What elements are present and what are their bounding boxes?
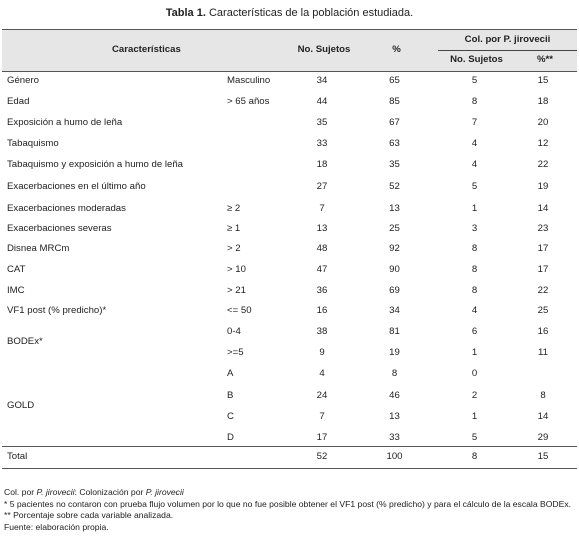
- row-col-n: 1: [471, 411, 478, 422]
- row-n-subjects: 13: [316, 223, 328, 234]
- row-label: Exacerbaciones en el último año: [7, 181, 146, 192]
- caption-text: Características de la población estudiada.: [208, 7, 414, 19]
- row-col-pct: 18: [537, 96, 549, 107]
- table-row: [2, 364, 577, 385]
- row-pct: 46: [389, 390, 400, 401]
- header-col-group: Col. por P. jirovecii: [464, 34, 551, 45]
- row-n-subjects: 33: [316, 138, 328, 149]
- row-col-pct: 29: [537, 432, 549, 443]
- total-row: [2, 446, 577, 469]
- table-row: [2, 71, 577, 92]
- row-label: Tabaquismo y exposición a humo de leña: [7, 159, 183, 170]
- total-n: 52: [316, 451, 328, 462]
- row-sub: B: [227, 390, 234, 401]
- row-n-subjects: 7: [319, 411, 325, 422]
- total-col-n: 8: [471, 451, 478, 462]
- row-pct: 19: [389, 347, 400, 358]
- row-col-pct: 14: [537, 203, 549, 214]
- row-n-subjects: 18: [316, 159, 328, 170]
- table-row: [2, 177, 577, 198]
- row-col-n: 5: [471, 181, 478, 192]
- note-abbrev-prefix: Col. por: [4, 487, 37, 497]
- row-sub: > 65 años: [227, 96, 270, 107]
- table-row: [2, 301, 577, 322]
- row-col-n: 8: [471, 285, 478, 296]
- row-label: VF1 post (% predicho)*: [7, 305, 107, 316]
- row-col-pct: 20: [537, 117, 549, 128]
- row-n-subjects: 9: [319, 347, 325, 358]
- row-sub: ≥ 2: [227, 203, 241, 214]
- row-label: Género: [7, 75, 39, 86]
- row-col-n: 7: [471, 117, 478, 128]
- row-sub: A: [227, 368, 234, 379]
- row-col-pct: 11: [538, 347, 548, 358]
- total-label: Total: [7, 451, 28, 462]
- header-characteristics: Características: [112, 44, 181, 55]
- row-label: Exposición a humo de leña: [7, 117, 123, 128]
- group-label-gold: GOLD: [7, 400, 35, 411]
- row-col-pct: 22: [537, 285, 549, 296]
- row-label: Edad: [7, 96, 30, 107]
- row-pct: 67: [389, 117, 400, 128]
- row-pct: 63: [389, 138, 400, 149]
- row-n-subjects: 35: [316, 117, 328, 128]
- row-col-pct: 15: [537, 75, 549, 86]
- row-pct: 92: [389, 243, 400, 254]
- table-row: [2, 113, 577, 134]
- row-col-pct: 12: [537, 138, 549, 149]
- table-notes: [4, 487, 576, 533]
- table-row: [2, 92, 577, 113]
- table-row: [2, 219, 577, 240]
- row-n-subjects: 47: [316, 264, 328, 275]
- note-abbrev-mid: : Colonización por: [74, 487, 146, 497]
- row-sub: > 21: [227, 285, 246, 296]
- row-n-subjects: 24: [316, 390, 328, 401]
- total-col-pct: 15: [537, 451, 549, 462]
- row-n-subjects: 36: [316, 285, 328, 296]
- header-col-pct: %**: [537, 54, 553, 65]
- row-label: CAT: [7, 264, 26, 275]
- row-pct: 33: [389, 432, 400, 443]
- row-sub: > 2: [227, 243, 241, 254]
- row-label: Exacerbaciones moderadas: [7, 203, 126, 214]
- table-row: [2, 281, 577, 302]
- row-label: IMC: [7, 285, 25, 296]
- row-pct: 34: [389, 305, 400, 316]
- row-col-n: 8: [471, 96, 478, 107]
- row-col-pct: 8: [540, 390, 546, 401]
- row-sub: 0-4: [227, 326, 241, 337]
- row-label: Exacerbaciones severas: [7, 223, 112, 234]
- row-n-subjects: 34: [316, 75, 328, 86]
- note-abbrev-italic2: P. jirovecii: [145, 487, 184, 497]
- row-sub: <= 50: [227, 305, 252, 316]
- header-divider: [438, 50, 577, 51]
- note-abbrev-italic: P. jirovecii: [36, 487, 75, 497]
- row-col-n: 8: [471, 243, 478, 254]
- row-n-subjects: 17: [316, 432, 328, 443]
- row-n-subjects: 48: [316, 243, 328, 254]
- table-row: [2, 199, 577, 220]
- row-n-subjects: 4: [319, 368, 325, 379]
- table-body: [2, 71, 577, 471]
- table-row: [2, 407, 577, 428]
- row-pct: 52: [389, 181, 400, 192]
- row-n-subjects: 27: [316, 181, 328, 192]
- row-col-pct: 22: [537, 159, 549, 170]
- row-n-subjects: 44: [316, 96, 328, 107]
- row-sub: Masculino: [227, 75, 271, 86]
- table-row: [2, 239, 577, 260]
- note-source: Fuente: elaboración propia.: [4, 521, 109, 532]
- row-sub: D: [227, 432, 234, 443]
- table-row: [2, 134, 577, 155]
- group-label-bodex: BODEx*: [7, 336, 43, 347]
- caption-label: Tabla 1.: [165, 7, 206, 19]
- row-n-subjects: 38: [316, 326, 328, 337]
- row-col-n: 3: [471, 223, 478, 234]
- header-col-n: No. Sujetos: [450, 54, 503, 65]
- table-row: [2, 386, 577, 407]
- row-pct: 25: [389, 223, 400, 234]
- row-pct: 69: [389, 285, 400, 296]
- row-col-n: 1: [471, 203, 478, 214]
- table-row: [2, 343, 577, 364]
- row-sub: ≥ 1: [227, 223, 241, 234]
- row-n-subjects: 7: [319, 203, 325, 214]
- row-col-n: 6: [471, 326, 478, 337]
- row-pct: 13: [389, 411, 400, 422]
- row-col-pct: 17: [537, 264, 549, 275]
- row-pct: 85: [389, 96, 400, 107]
- row-sub: >=5: [227, 347, 244, 358]
- total-pct: 100: [386, 451, 403, 462]
- row-pct: 81: [389, 326, 400, 337]
- row-col-n: 1: [471, 347, 478, 358]
- table-header: [2, 29, 577, 72]
- header-n-subjects: No. Sujetos: [297, 44, 351, 55]
- note-abbrev: [4, 487, 576, 499]
- note-asterisk: * 5 pacientes no contaron con prueba flujo volumen por lo que no fue posible obtener el VF1 post (% predicho) y para el cálculo de la escala BODEx.: [4, 498, 572, 509]
- row-col-pct: 16: [537, 326, 549, 337]
- table-row: [2, 260, 577, 281]
- row-n-subjects: 16: [316, 305, 328, 316]
- header-pct: %: [392, 44, 401, 55]
- row-col-n: 8: [471, 264, 478, 275]
- row-col-n: 4: [471, 138, 478, 149]
- row-col-n: 2: [471, 390, 478, 401]
- row-col-pct: 23: [537, 223, 549, 234]
- row-pct: 8: [391, 368, 398, 379]
- table-caption: [0, 7, 579, 19]
- row-pct: 35: [389, 159, 400, 170]
- row-col-pct: 19: [537, 181, 549, 192]
- note-double-asterisk: ** Porcentaje sobre cada variable analizada.: [4, 510, 174, 520]
- row-sub: C: [227, 411, 234, 422]
- table-row: [2, 322, 577, 343]
- table-row: [2, 155, 577, 176]
- row-pct: 90: [389, 264, 400, 275]
- row-pct: 13: [389, 203, 400, 214]
- row-col-pct: 25: [537, 305, 549, 316]
- row-label: Tabaquismo: [7, 138, 59, 149]
- row-col-n: 5: [471, 75, 478, 86]
- row-pct: 65: [389, 75, 400, 86]
- row-col-n: 5: [471, 432, 478, 443]
- row-col-pct: 17: [537, 243, 549, 254]
- row-col-pct: 14: [537, 411, 549, 422]
- row-label: Disnea MRCm: [7, 243, 70, 254]
- row-col-n: 0: [471, 368, 478, 379]
- row-col-n: 4: [471, 305, 478, 316]
- row-col-n: 4: [471, 159, 478, 170]
- row-sub: > 10: [227, 264, 246, 275]
